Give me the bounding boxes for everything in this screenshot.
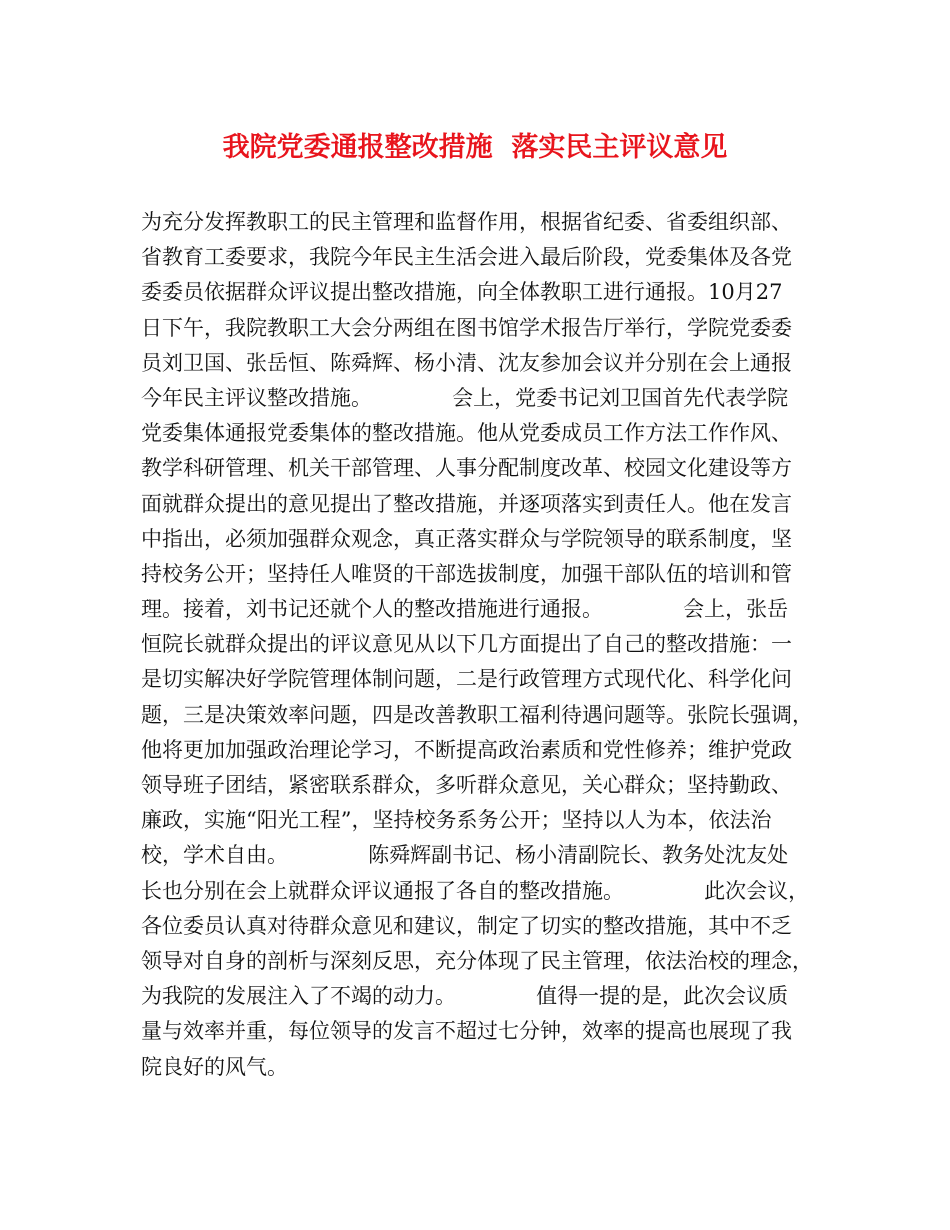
body-text-line: 委委员依据群众评议提出整改措施，向全体教职工进行通报。10月27 [141, 280, 783, 305]
body-text-line: 领导班子团结，紧密联系群众，多听群众意见，关心群众；坚持勤政、 [141, 773, 792, 797]
body-text-line: 员刘卫国、张岳恒、陈舜辉、杨小清、沈友参加会议并分别在会上通报 [141, 350, 792, 375]
body-text-line: 院良好的风气。 [141, 1054, 288, 1079]
body-text-line: 日下午，我院教职工大会分两组在图书馆学术报告厅举行，学院党委委 [141, 315, 792, 340]
body-text-line: 题，三是决策效率问题，四是改善教职工福利待遇问题等。张院长强调， [141, 702, 813, 727]
document-title: 我院党委通报整改措施 落实民主评议意见 [222, 132, 728, 163]
body-text-line: 教学科研管理、机关干部管理、人事分配制度改革、校园文化建设等方 [141, 456, 792, 481]
body-text-line: 校，学术自由。 陈舜辉副书记、杨小清副院长、教务处沈友处 [141, 843, 789, 868]
body-text-line: 理。接着，刘书记还就个人的整改措施进行通报。 会上，张岳 [141, 597, 789, 622]
body-text-line: 廉政，实施“阳光工程”，坚持校务系务公开；坚持以人为本，依法治 [141, 808, 772, 833]
document-body [141, 205, 831, 1085]
body-text-line: 面就群众提出的意见提出了整改措施，并逐项落实到责任人。他在发言 [141, 491, 792, 516]
body-text-line: 恒院长就群众提出的评议意见从以下几方面提出了自己的整改措施：一 [141, 632, 792, 657]
body-text-line: 党委集体通报党委集体的整改措施。他从党委成员工作方法工作作风、 [141, 421, 792, 446]
body-text-line: 中指出，必须加强群众观念，真正落实群众与学院领导的联系制度，坚 [141, 526, 792, 551]
body-text-line: 为我院的发展注入了不竭的动力。 值得一提的是，此次会议质 [141, 984, 789, 1009]
body-text-line: 持校务公开；坚持任人唯贤的干部选拔制度，加强干部队伍的培训和管 [141, 561, 792, 586]
body-text-line: 量与效率并重，每位领导的发言不超过七分钟，效率的提高也展现了我 [141, 1019, 792, 1044]
body-text-line: 省教育工委要求，我院今年民主生活会进入最后阶段，党委集体及各党 [141, 245, 792, 270]
body-text-line: 为充分发挥教职工的民主管理和监督作用，根据省纪委、省委组织部、 [141, 210, 792, 234]
body-text-line: 是切实解决好学院管理体制问题，二是行政管理方式现代化、科学化问 [141, 667, 792, 692]
body-text-line: 领导对自身的剖析与深刻反思，充分体现了民主管理，依法治校的理念， [141, 948, 813, 973]
body-text-line: 今年民主评议整改措施。 会上，党委书记刘卫国首先代表学院 [141, 385, 789, 410]
body-text-line: 各位委员认真对待群众意见和建议，制定了切实的整改措施，其中不乏 [141, 913, 792, 938]
body-text-line: 长也分别在会上就群众评议通报了各自的整改措施。 此次会议， [141, 878, 810, 903]
body-text-line: 他将更加加强政治理论学习，不断提高政治素质和党性修养；维护党政 [141, 737, 792, 762]
